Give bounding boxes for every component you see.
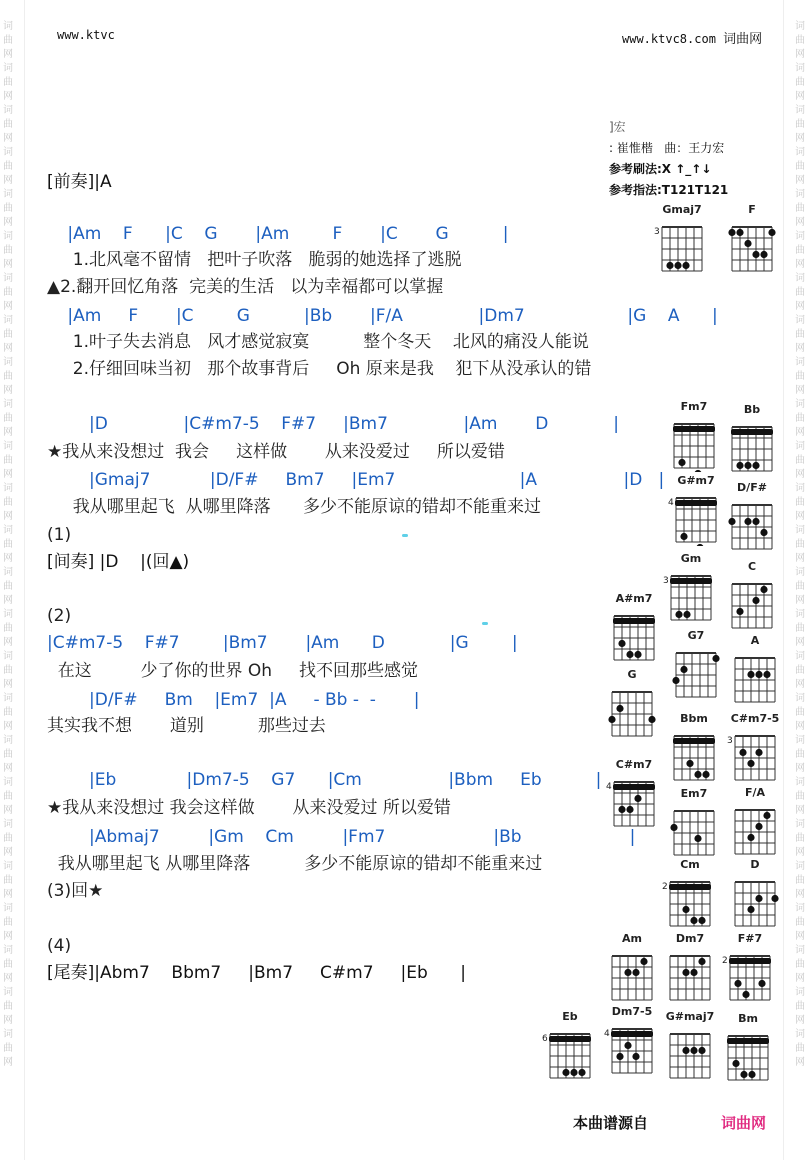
chord-diagram-name: G (627, 668, 637, 681)
finger-dot (771, 895, 778, 902)
finger-dot (578, 1069, 585, 1076)
chord-diagram-name: Gm (680, 552, 702, 565)
finger-dot (736, 462, 743, 469)
finger-dot (678, 459, 685, 466)
fret-number: 2 (722, 956, 728, 966)
finger-dot (616, 1053, 623, 1060)
finger-dot (562, 1069, 569, 1076)
fretboard-grid (664, 948, 716, 1004)
finger-dot (694, 470, 701, 472)
chord-diagram-name: Bb (743, 403, 761, 416)
finger-dot (694, 771, 701, 778)
chord-line: |Am F |C G |Am F |C G | (62, 224, 509, 244)
chord-diagram (606, 668, 658, 740)
chord-line: |Abmaj7 |Gm Cm |Fm7 |Bb | (62, 827, 636, 847)
pick-pattern: 参考指法:T121T121 (609, 183, 729, 197)
fretboard-grid (726, 419, 778, 475)
finger-dot (755, 671, 762, 678)
lyric-line: [前奏]|A (47, 172, 112, 192)
finger-dot (608, 716, 615, 723)
finger-dot (698, 1047, 705, 1054)
finger-dot (694, 835, 701, 842)
fretboard-grid (544, 1026, 596, 1082)
chord-diagram (668, 712, 720, 784)
chord-diagram-name: Bm (738, 1012, 758, 1025)
chord-diagram-name: F#7 (737, 932, 763, 945)
finger-dot (712, 655, 719, 662)
fret-number: 4 (668, 498, 674, 508)
finger-dot (690, 917, 697, 924)
finger-dot (686, 760, 693, 767)
finger-dot (675, 611, 682, 618)
fretboard-grid (608, 608, 660, 664)
fret-number: 4 (606, 782, 612, 792)
finger-dot (682, 969, 689, 976)
fret-number: 3 (663, 576, 669, 586)
chord-diagram-name: Cm (680, 858, 700, 871)
finger-dot (755, 749, 762, 756)
chord-line: |D |C#m7-5 F#7 |Bm7 |Am D | (62, 414, 619, 434)
chord-diagram (665, 552, 717, 624)
watermark-right: 词曲网词曲网词曲网词曲网词曲网词曲网词曲网词曲网词曲网词曲网词曲网词曲网词曲网词曲网词曲网词曲网词曲网词曲网词曲网词曲网词曲网词曲网词曲网词曲网词曲网 (795, 21, 805, 1068)
chord-diagram (729, 634, 781, 706)
lyric-line: [间奏] |D |(回▲) (47, 552, 190, 572)
right-margin-line (783, 0, 784, 1160)
chord-diagram (729, 712, 781, 784)
lyric-line: ★我从来没想过 我会这样做 从来没爱过 所以爱错 (47, 798, 451, 818)
fretboard-grid (606, 1021, 658, 1077)
chord-diagram-name: Bbm (680, 712, 708, 725)
chord-line: |Gmaj7 |D/F# Bm7 |Em7 |A |D | (62, 470, 665, 490)
finger-dot (752, 462, 759, 469)
barre-mark (613, 784, 655, 790)
header-brand: 词曲网 (723, 32, 763, 47)
finger-dot (682, 1047, 689, 1054)
lyric-line: 其实我不想 道别 那些过去 (47, 716, 326, 736)
fretboard-grid (668, 416, 720, 472)
lyric-line: (4) (47, 936, 72, 956)
chord-diagram (670, 629, 722, 701)
lyric-line: (1) (47, 525, 72, 545)
chord-diagram-name: A#m7 (615, 592, 653, 605)
fretboard-grid (724, 948, 776, 1004)
finger-dot (758, 980, 765, 987)
fret-number: 3 (727, 736, 733, 746)
chord-diagram-name: F (748, 203, 756, 216)
finger-dot (682, 906, 689, 913)
chord-diagram (606, 1005, 658, 1077)
finger-dot (632, 969, 639, 976)
fretboard-grid (606, 948, 658, 1004)
chord-diagram (606, 932, 658, 1004)
chord-line: |C#m7-5 F#7 |Bm7 |Am D |G | (47, 633, 518, 653)
fret-number: 4 (604, 1029, 610, 1039)
finger-dot (618, 640, 625, 647)
finger-dot (672, 677, 679, 684)
chord-diagram (544, 1010, 596, 1082)
fretboard-grid (668, 728, 720, 784)
chord-diagram-name: Dm7-5 (611, 1005, 653, 1018)
chord-diagram (608, 592, 660, 664)
highlight-mark (482, 622, 488, 625)
finger-dot (744, 462, 751, 469)
lyric-line: (2) (47, 606, 72, 626)
finger-dot (680, 533, 687, 540)
finger-dot (760, 251, 767, 258)
finger-dot (728, 518, 735, 525)
barre-mark (611, 1031, 653, 1037)
chord-diagram-name: D/F# (737, 481, 767, 494)
finger-dot (752, 597, 759, 604)
finger-dot (763, 812, 770, 819)
watermark-left: 词曲网词曲网词曲网词曲网词曲网词曲网词曲网词曲网词曲网词曲网词曲网词曲网词曲网词曲网词曲网词曲网词曲网词曲网词曲网词曲网词曲网词曲网词曲网词曲网词曲网 (3, 21, 13, 1068)
header-right-url (622, 28, 762, 47)
fretboard-grid (670, 645, 722, 701)
lyric-line: ▲2.翻开回忆角落 完美的生活 以为幸福都可以掌握 (47, 277, 444, 297)
finger-dot (744, 518, 751, 525)
chord-diagram-name: Fm7 (680, 400, 708, 413)
chord-diagram-name: C#m7 (615, 758, 653, 771)
fretboard-grid (664, 1026, 716, 1082)
barre-mark (669, 884, 711, 890)
chord-diagram (668, 787, 720, 859)
lyric-line: (3)回★ (47, 881, 104, 901)
finger-dot (763, 671, 770, 678)
chord-diagram-name: G7 (687, 629, 705, 642)
chord-diagram-name: D (750, 858, 760, 871)
footer-brand: 词曲网 (721, 1114, 767, 1132)
chord-diagram-name: G#maj7 (665, 1010, 715, 1023)
finger-dot (768, 229, 775, 236)
chord-diagram (668, 400, 720, 472)
barre-mark (673, 738, 715, 744)
finger-dot (698, 958, 705, 965)
finger-dot (666, 262, 673, 269)
fretboard-grid (656, 219, 708, 275)
finger-dot (634, 651, 641, 658)
finger-dot (634, 795, 641, 802)
header-left-url: www.ktvc (57, 28, 115, 42)
finger-dot (626, 651, 633, 658)
barre-mark (673, 426, 715, 432)
fretboard-grid (606, 684, 658, 740)
barre-mark (731, 429, 773, 435)
fretboard-grid (608, 774, 660, 830)
finger-dot (747, 671, 754, 678)
finger-dot (624, 969, 631, 976)
finger-dot (760, 586, 767, 593)
finger-dot (674, 262, 681, 269)
fretboard-grid (729, 728, 781, 784)
finger-dot (640, 958, 647, 965)
chord-diagram (664, 932, 716, 1004)
finger-dot (728, 229, 735, 236)
finger-dot (747, 760, 754, 767)
finger-dot (747, 906, 754, 913)
finger-dot (698, 917, 705, 924)
finger-dot (702, 771, 709, 778)
finger-dot (742, 991, 749, 998)
chord-line: |Eb |Dm7-5 G7 |Cm |Bbm Eb | (62, 770, 602, 790)
finger-dot (747, 834, 754, 841)
finger-dot (690, 969, 697, 976)
chord-diagram (722, 1012, 774, 1084)
fretboard-grid (726, 219, 778, 275)
lyric-line: 在这 少了你的世界 Oh 找不回那些感觉 (47, 661, 419, 681)
singer-info: ]宏 (609, 120, 626, 134)
barre-mark (727, 1038, 769, 1044)
lyric-line: 我从哪里起飞 从哪里降落 多少不能原谅的错却不能重来过 (62, 497, 542, 517)
chord-diagram (726, 403, 778, 475)
lyric-line: 2.仔细回味当初 那个故事背后 Oh 原来是我 犯下从没承认的错 (62, 359, 592, 379)
header-url: www.ktvc8.com (622, 32, 716, 46)
chord-diagram (656, 203, 708, 275)
finger-dot (732, 1060, 739, 1067)
chord-diagram (664, 1010, 716, 1082)
fretboard-grid (729, 802, 781, 858)
fret-number: 2 (662, 882, 668, 892)
barre-mark (613, 618, 655, 624)
fret-number: 3 (654, 227, 660, 237)
highlight-mark (402, 534, 408, 537)
finger-dot (682, 262, 689, 269)
lyric-line: ★我从来没想过 我会 这样做 从来没爱过 所以爱错 (47, 442, 505, 462)
credits-info: : 崔惟楷 曲：王力宏 (609, 141, 725, 155)
finger-dot (748, 1071, 755, 1078)
chord-diagram-name: A (750, 634, 760, 647)
chord-diagram (729, 858, 781, 930)
fretboard-grid (664, 874, 716, 930)
fretboard-grid (729, 650, 781, 706)
chord-diagram-name: C (747, 560, 757, 573)
finger-dot (690, 1047, 697, 1054)
fretboard-grid (668, 803, 720, 859)
finger-dot (755, 895, 762, 902)
finger-dot (680, 666, 687, 673)
chord-diagram (729, 786, 781, 858)
chord-diagram-name: Em7 (680, 787, 708, 800)
finger-dot (752, 251, 759, 258)
fretboard-grid (726, 497, 778, 553)
finger-dot (752, 518, 759, 525)
footer-source-label: 本曲谱源自 (573, 1114, 649, 1132)
lyric-line: 1.叶子失去消息 风才感觉寂寞 整个冬天 北风的痛没人能说 (62, 332, 589, 352)
chord-diagram-name: Gmaj7 (662, 203, 702, 216)
fretboard-grid (665, 568, 717, 624)
chord-diagram (664, 858, 716, 930)
chord-line: |Am F |C G |Bb |F/A |Dm7 |G A | (62, 306, 718, 326)
chord-diagram-name: Eb (562, 1010, 578, 1023)
lyric-line: 1.北风毫不留情 把叶子吹落 脆弱的她选择了逃脱 (62, 250, 462, 270)
chord-diagram (726, 481, 778, 553)
chord-diagram-name: C#m7-5 (730, 712, 780, 725)
lyric-line: 我从哪里起飞 从哪里降落 多少不能原谅的错却不能重来过 (47, 854, 543, 874)
finger-dot (736, 229, 743, 236)
finger-dot (670, 824, 677, 831)
fretboard-grid (722, 1028, 774, 1084)
chord-diagram (670, 474, 722, 546)
chord-diagram-name: F/A (744, 786, 766, 799)
chord-line: |D/F# Bm |Em7 |A - Bb - - | (62, 690, 420, 710)
finger-dot (632, 1053, 639, 1060)
fret-number: 6 (542, 1034, 548, 1044)
chord-diagram (724, 932, 776, 1004)
finger-dot (648, 716, 655, 723)
barre-mark (729, 958, 771, 964)
chord-diagram-name: Dm7 (675, 932, 705, 945)
barre-mark (549, 1036, 591, 1042)
barre-mark (670, 578, 712, 584)
finger-dot (683, 611, 690, 618)
fretboard-grid (729, 874, 781, 930)
finger-dot (616, 705, 623, 712)
barre-mark (675, 500, 717, 506)
chord-diagram (726, 203, 778, 275)
chord-diagram (608, 758, 660, 830)
finger-dot (618, 806, 625, 813)
fretboard-grid (670, 490, 722, 546)
chord-diagram (726, 560, 778, 632)
finger-dot (755, 823, 762, 830)
finger-dot (744, 240, 751, 247)
chord-diagram-name: Am (622, 932, 642, 945)
finger-dot (739, 749, 746, 756)
finger-dot (626, 806, 633, 813)
finger-dot (760, 529, 767, 536)
fretboard-grid (726, 576, 778, 632)
left-margin-line (24, 0, 25, 1160)
finger-dot (696, 544, 703, 546)
finger-dot (740, 1071, 747, 1078)
chord-diagram-name: G#m7 (677, 474, 715, 487)
strum-pattern: 参考刷法:X ↑_↑↓ (609, 162, 712, 176)
finger-dot (570, 1069, 577, 1076)
finger-dot (736, 608, 743, 615)
finger-dot (624, 1042, 631, 1049)
lyric-line: [尾奏]|Abm7 Bbm7 |Bm7 C#m7 |Eb | (47, 963, 466, 983)
finger-dot (734, 980, 741, 987)
